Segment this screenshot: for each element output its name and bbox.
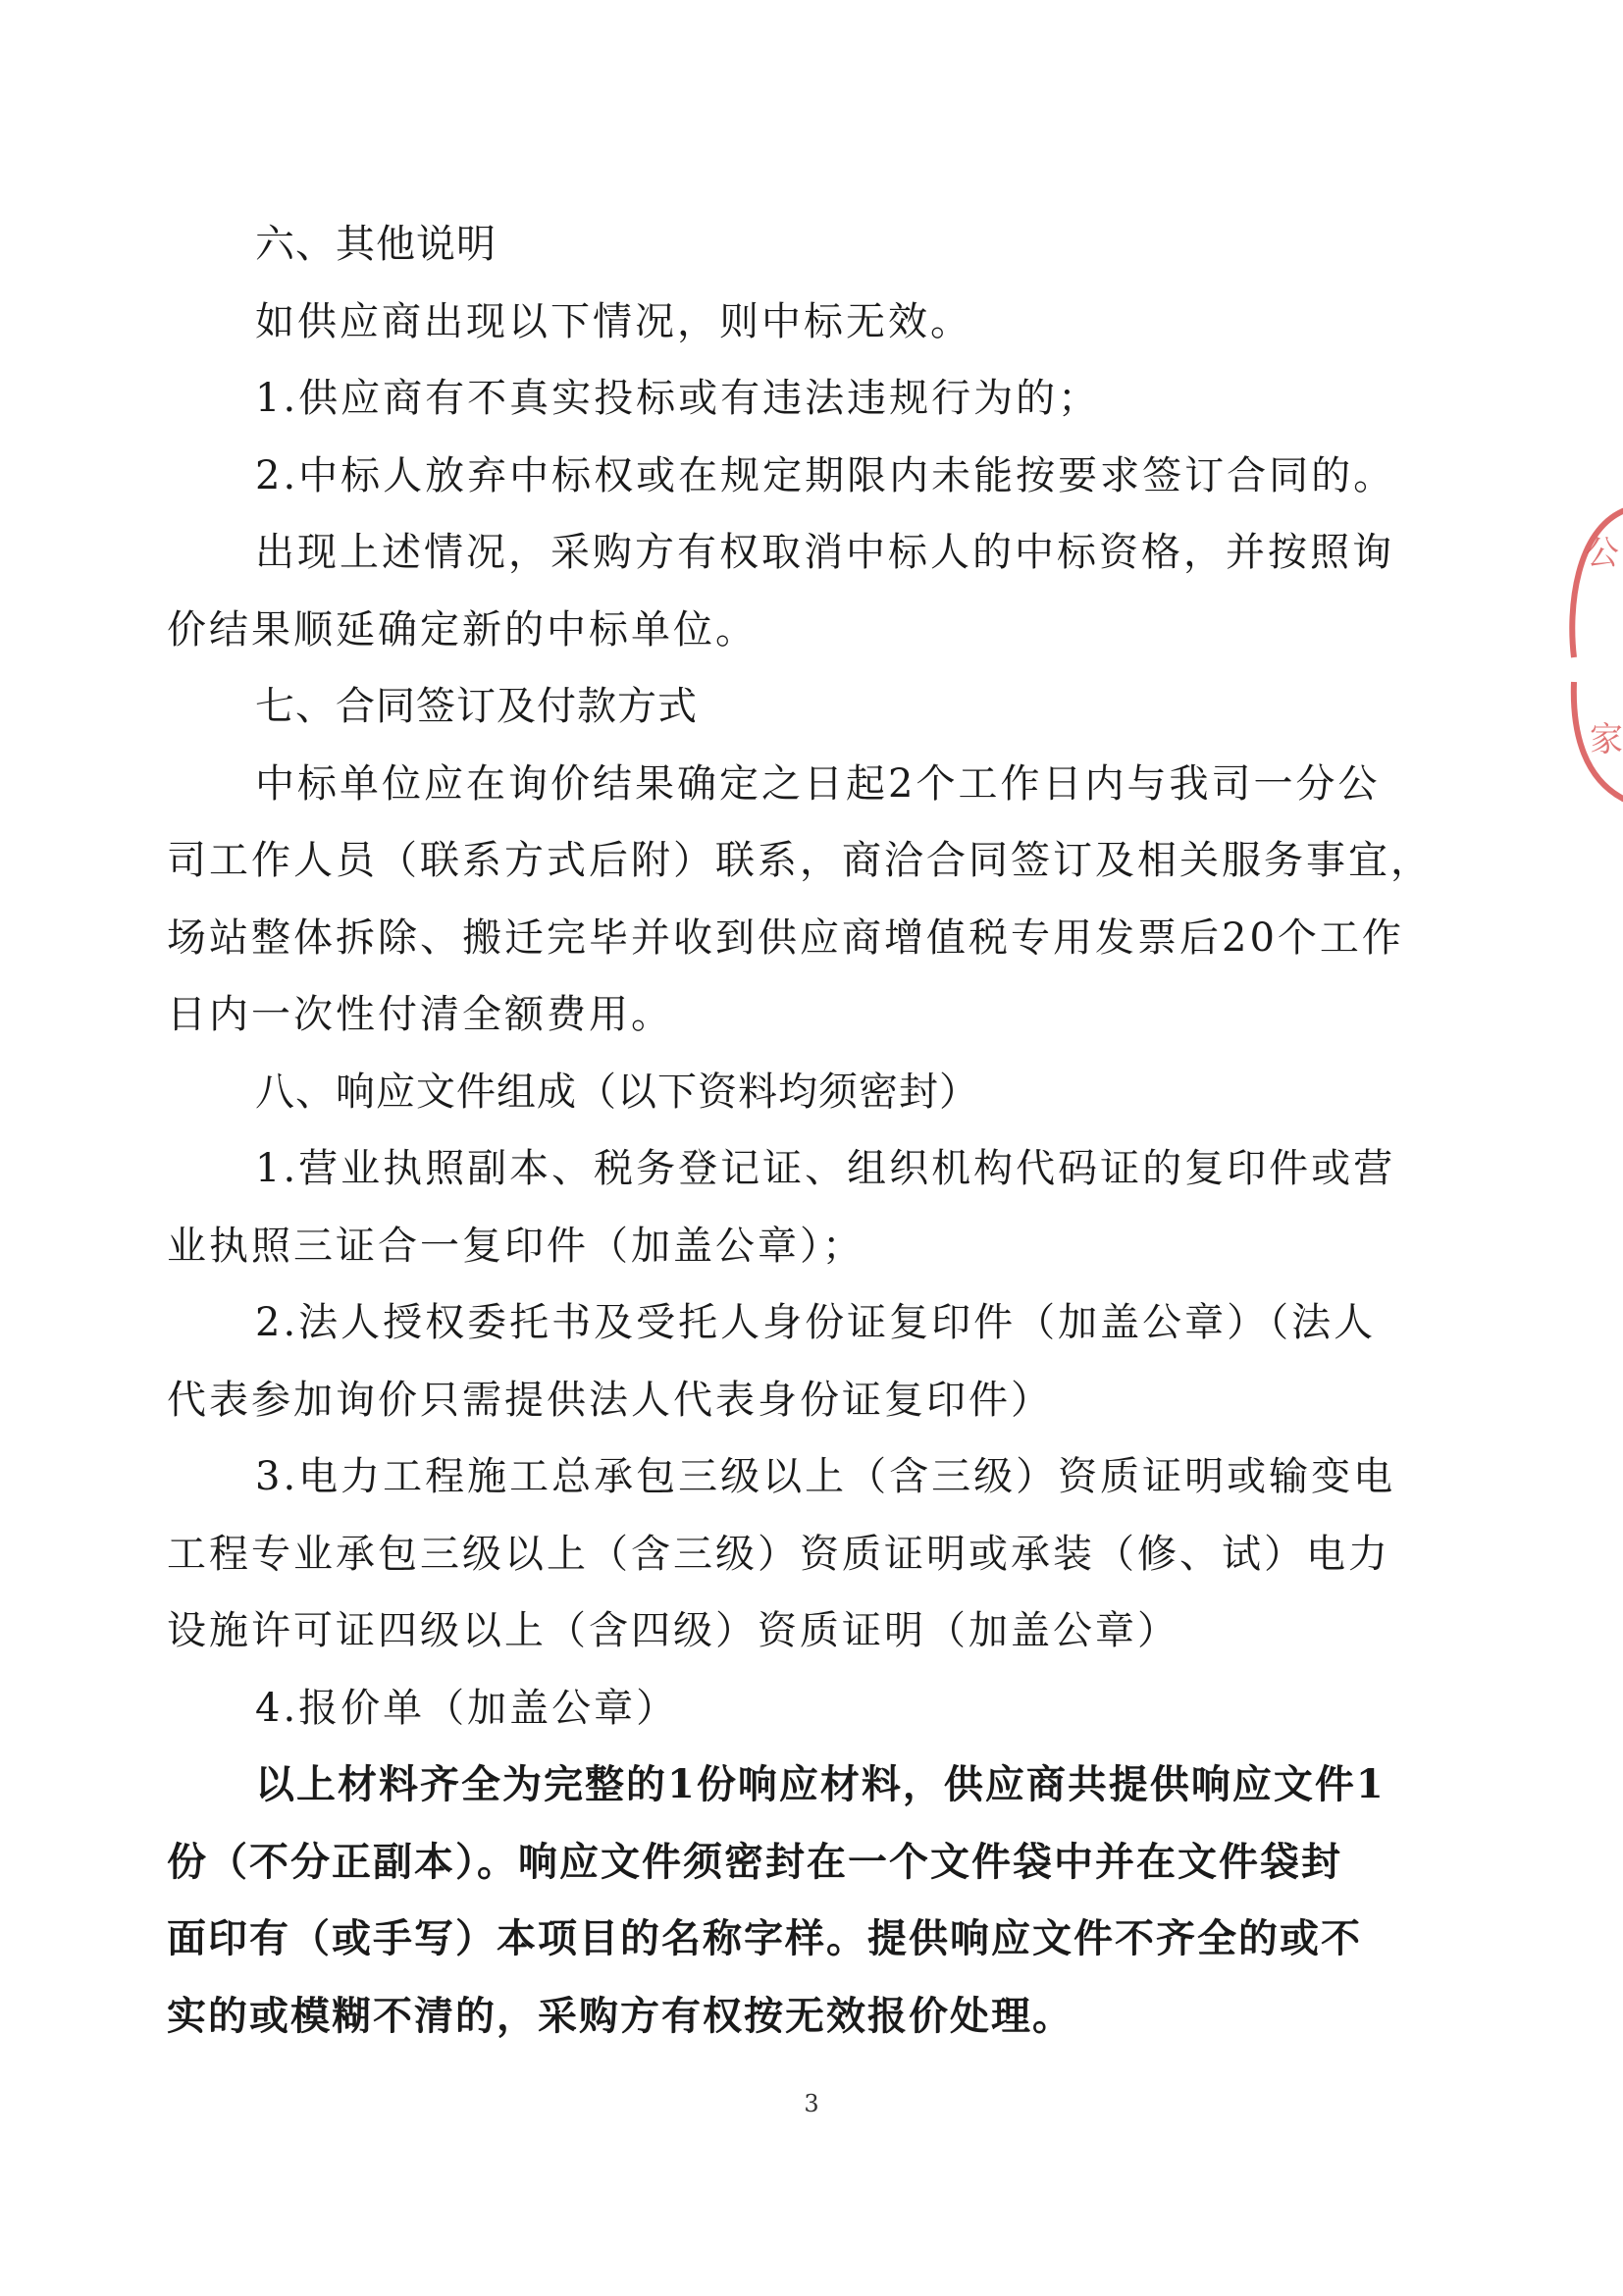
text-line: 业执照三证合一复印件（加盖公章）； (167, 1223, 864, 1269)
text-line: 中标单位应在询价结果确定之日起2个工作日内与我司一分公 (255, 760, 1381, 807)
text-line: 以上材料齐全为完整的1份响应材料，供应商共提供响应文件1 (255, 1761, 1386, 1807)
text-line: 代表参加询价只需提供法人代表身份证复印件） (167, 1377, 1053, 1423)
text-line: 2.中标人放弃中标权或在规定期限内未能按要求签订合同的。 (255, 452, 1396, 498)
text-line: 工程专业承包三级以上（含三级）资质证明或承装（修、试）电力 (167, 1531, 1390, 1577)
text-line: 如供应商出现以下情况，则中标无效。 (255, 298, 972, 344)
text-line: 六、其他说明 (255, 222, 497, 267)
text-line: 八、响应文件组成（以下资料均须密封） (255, 1069, 979, 1115)
text-line: 日内一次性付清全额费用。 (167, 992, 673, 1037)
text-line: 出现上述情况，采购方有权取消中标人的中标资格，并按照询 (255, 530, 1394, 575)
svg-text:公: 公 (1586, 534, 1619, 573)
text-line: 价结果顺延确定新的中标单位。 (167, 606, 758, 652)
page-number: 3 (804, 2090, 819, 2117)
text-line: 份（不分正副本）。响应文件须密封在一个文件袋中并在文件袋封 (167, 1838, 1342, 1885)
text-line: 1.营业执照副本、税务登记证、组织机构代码证的复印件或营 (255, 1146, 1396, 1191)
document-body (167, 206, 1460, 2055)
text-line: 3.电力工程施工总承包三级以上（含三级）资质证明或输变电 (255, 1454, 1396, 1499)
text-line: 实的或模糊不清的，采购方有权按无效报价处理。 (167, 1992, 1073, 2039)
text-line: 面印有（或手写）本项目的名称字样。提供响应文件不齐全的或不 (167, 1915, 1362, 1961)
text-line: 1.供应商有不真实投标或有违法违规行为的； (255, 376, 1101, 421)
red-seal-stamp (1556, 491, 1623, 805)
text-line: 4.报价单（加盖公章） (255, 1685, 679, 1731)
text-line: 司工作人员（联系方式后附）联系，商洽合同签订及相关服务事宜， (167, 838, 1433, 883)
text-line: 场站整体拆除、搬迁完毕并收到供应商增值税专用发票后20个工作 (167, 914, 1404, 961)
text-line: 2.法人授权委托书及受托人身份证复印件（加盖公章）（法人 (255, 1300, 1377, 1345)
svg-text:家: 家 (1590, 720, 1623, 759)
text-line: 设施许可证四级以上（含四级）资质证明（加盖公章） (167, 1608, 1179, 1653)
text-line: 七、合同签订及付款方式 (255, 684, 698, 729)
